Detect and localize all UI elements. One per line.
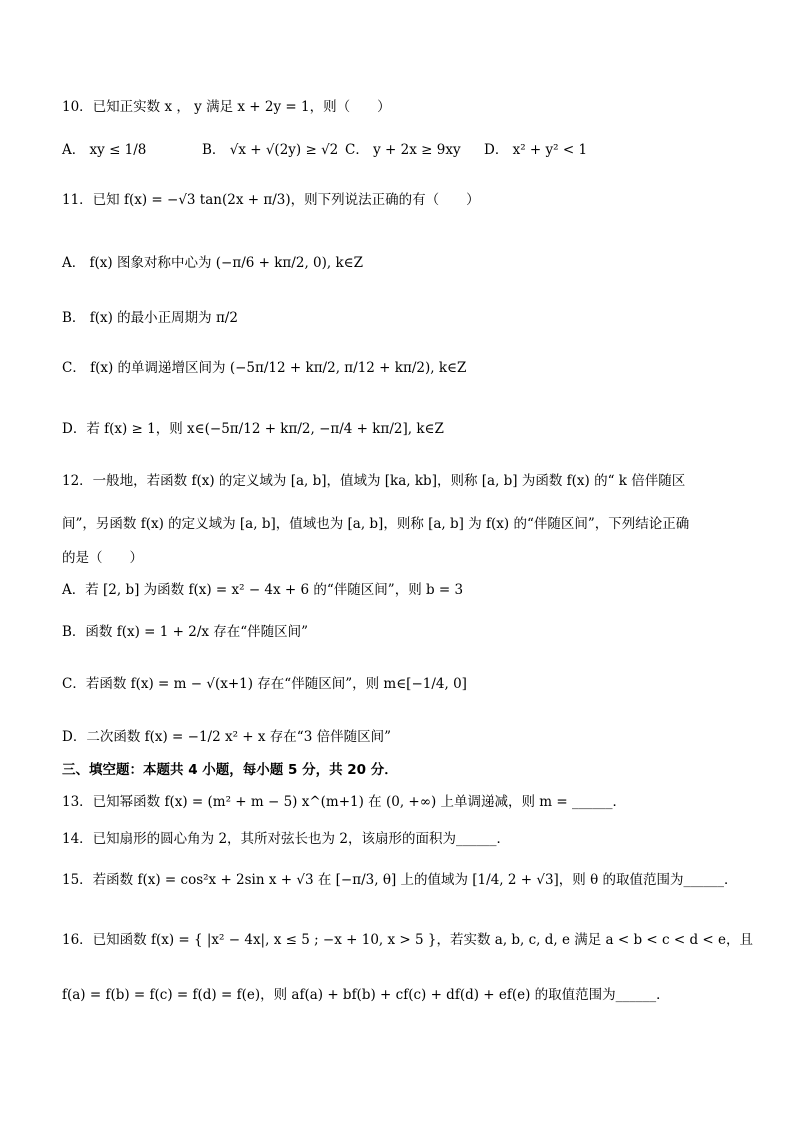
q12-stem-line1: 12．一般地，若函数 f(x) 的定义域为 [a, b]，值域为 [ka, kb]，则称 [a, b] 为函数 f(x) 的“ k 倍伴随区	[62, 473, 686, 489]
q12-option-a: A．若 [2, b] 为函数 f(x) = x² − 4x + 6 的“伴随区间”，则 b = 3	[62, 582, 464, 598]
q11-option-d: D．若 f(x) ≥ 1，则 x∈(−5π/12 + kπ/2, −π/4 + kπ/2], k∈Z	[62, 421, 444, 437]
q11-stem: 11．已知 f(x) = −√3 tan(2x + π/3)，则下列说法正确的有（ ）	[62, 192, 480, 208]
q10-stem: 10．已知正实数 x ， y 满足 x + 2y = 1，则（ ）	[62, 99, 391, 115]
q10-option-c: C． y + 2x ≥ 9xy	[345, 142, 461, 158]
q11-option-b: B． f(x) 的最小正周期为 π/2	[62, 310, 238, 326]
q11-option-c: C． f(x) 的单调递增区间为 (−5π/12 + kπ/2, π/12 + kπ/2), k∈Z	[62, 360, 467, 376]
q12-option-b: B．函数 f(x) = 1 + 2/x 存在“伴随区间”	[62, 624, 309, 640]
q10-option-d: D． x² + y² < 1	[484, 142, 588, 158]
q12-stem-line2: 间”，另函数 f(x) 的定义域为 [a, b]，值域也为 [a, b]，则称 [a, b] 为 f(x) 的“伴随区间”，下列结论正确	[62, 516, 690, 532]
q10-option-a: A． xy ≤ 1/8	[62, 142, 147, 158]
q12-option-d: D．二次函数 f(x) = −1/2 x² + x 存在“3 倍伴随区间”	[62, 729, 391, 745]
section3-heading: 三、填空题：本题共 4 小题，每小题 5 分，共 20 分．	[62, 762, 398, 778]
q16-line2: f(a) = f(b) = f(c) = f(d) = f(e)，则 af(a) + bf(b) + cf(c) + df(d) + ef(e) 的取值范围为______．	[62, 987, 670, 1003]
q12-option-c: C．若函数 f(x) = m − √(x+1) 存在“伴随区间”，则 m∈[−1/4, 0]	[62, 676, 467, 692]
q11-option-a: A． f(x) 图象对称中心为 (−π/6 + kπ/2, 0), k∈Z	[62, 255, 364, 271]
q15-text: 15．若函数 f(x) = cos²x + 2sin x + √3 在 [−π/3, θ] 上的值域为 [1/4, 2 + √3]，则 θ 的取值范围为______．	[62, 872, 738, 888]
q13-text: 13．已知幂函数 f(x) = (m² + m − 5) x^(m+1) 在 (0, +∞) 上单调递减，则 m = ______．	[62, 794, 627, 810]
q16-line1: 16．已知函数 f(x) = { |x² − 4x|, x ≤ 5 ; −x + 10, x > 5 }，若实数 a, b, c, d, e 满足 a < b < c < d < e，且	[62, 932, 754, 948]
q14-text: 14．已知扇形的圆心角为 2，其所对弦长也为 2，该扇形的面积为______．	[62, 831, 510, 847]
q10-option-b: B． √x + √(2y) ≥ √2	[202, 142, 339, 158]
q12-stem-line3: 的是（ ）	[62, 550, 143, 566]
